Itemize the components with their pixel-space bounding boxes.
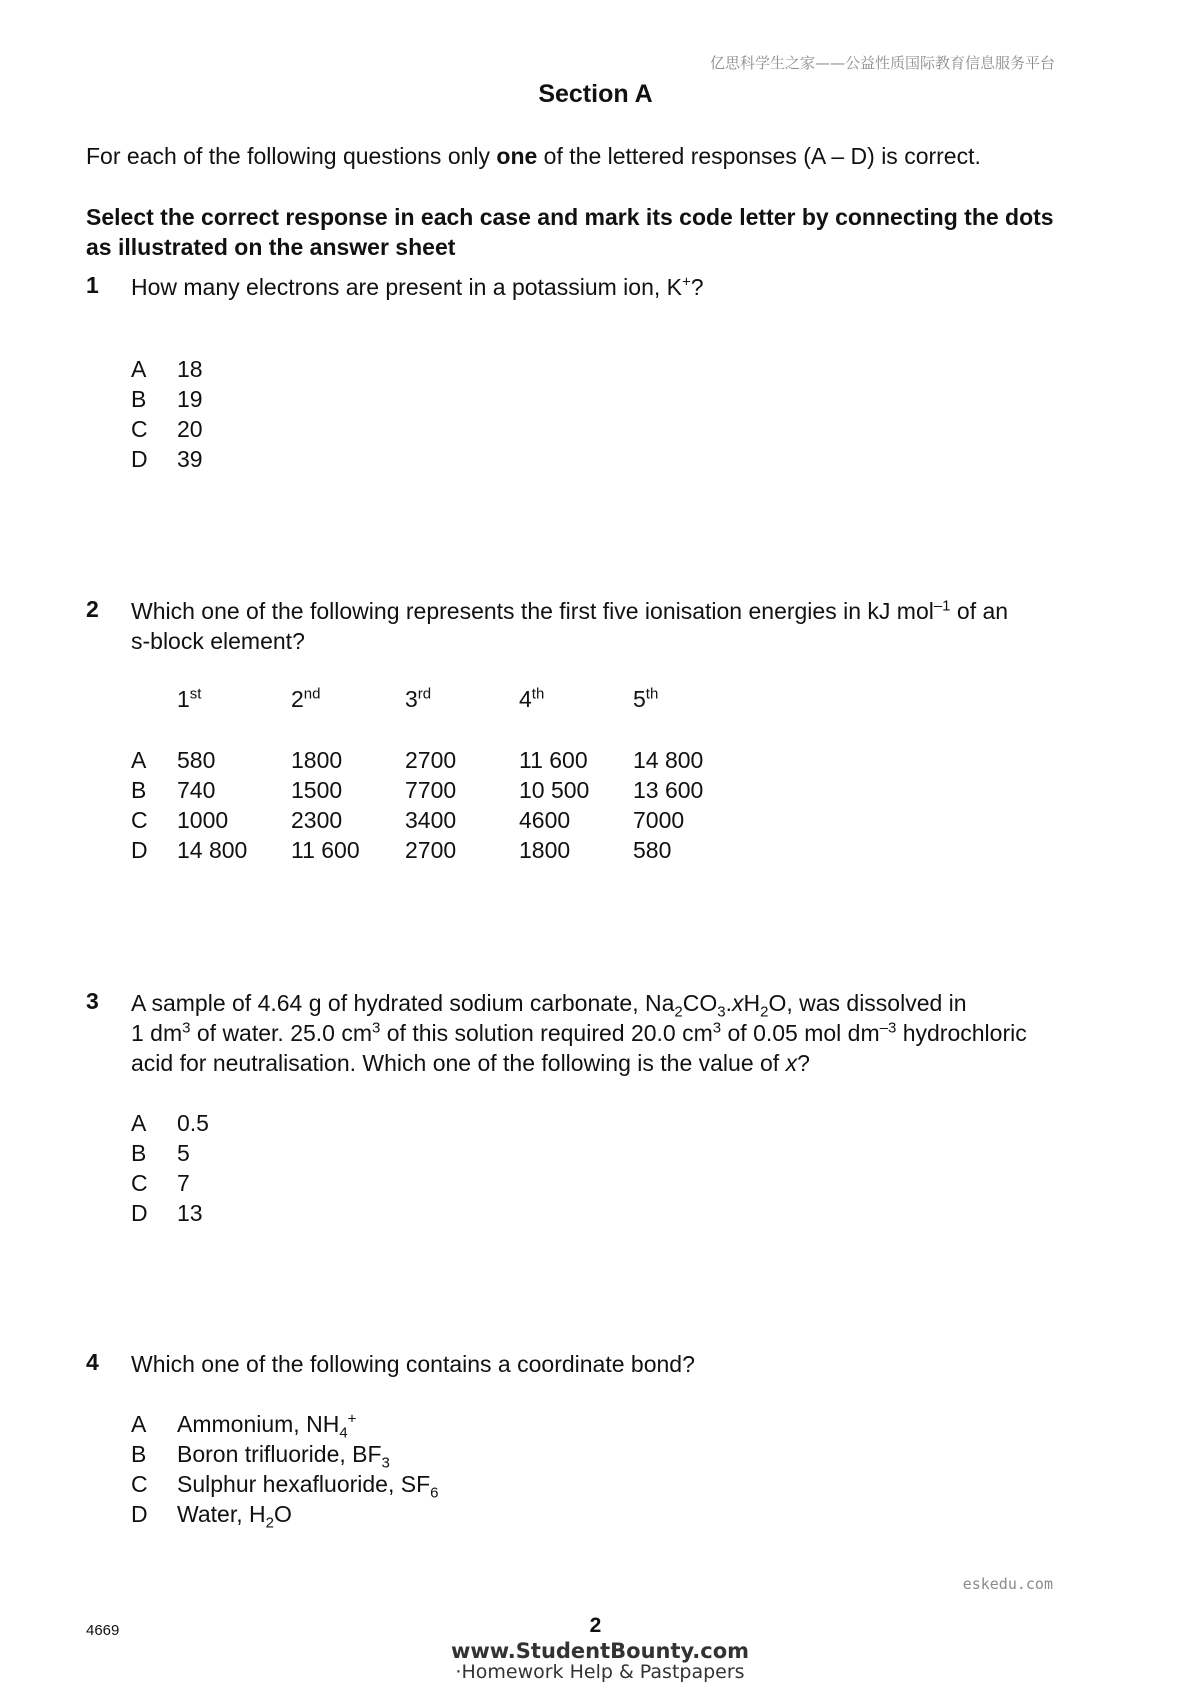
option-row: D 39 xyxy=(131,446,203,472)
option-row: B Boron trifluoride, $BF_3$ xyxy=(131,1441,390,1472)
ionisation-energy-table xyxy=(131,745,747,865)
option-row: B 19 xyxy=(131,386,203,412)
question-1-text: How many electrons are present in a potassium ion, K+? xyxy=(131,273,704,300)
instruction-text: Select the correct response in each case and mark its code letter by connecting the dots as illustrated on the answer sheet xyxy=(86,204,1054,260)
header-3rd: 3rd xyxy=(405,685,432,712)
table-row: C 1000 2300 3400 4600 7000 xyxy=(131,807,685,833)
option-row: A Ammonium, $NH_4^+$ xyxy=(131,1410,357,1442)
table-row: A 580 1800 2700 11 600 14 800 xyxy=(131,747,704,773)
question-4-options xyxy=(131,1409,439,1532)
question-2-text: Which one of the following represents the first five ionisation energies in kJ mol$^{-1}$ of an s-block element? xyxy=(131,597,1009,654)
header-watermark: 亿思科学生之家——公益性质国际教育信息服务平台 xyxy=(709,54,1055,72)
option-row: C 20 xyxy=(131,416,203,442)
question-4-number: 4 xyxy=(86,1349,99,1375)
ionisation-energy-headers xyxy=(177,686,747,713)
header-1st: 1st xyxy=(177,685,202,712)
question-4-text: Which one of the following contains a coordinate bond? xyxy=(131,1351,695,1377)
option-row: D 13 xyxy=(131,1200,203,1226)
header-4th: 4th xyxy=(519,685,545,712)
studentbounty-logo: www.StudentBounty.com ·Homework Help & Pastpapers xyxy=(450,1639,750,1683)
intro-text: For each of the following questions only one of the lettered responses (A – D) is correct. xyxy=(86,143,981,169)
option-row: A 18 xyxy=(131,356,203,382)
question-3-text: A sample of 4.64 g of hydrated sodium carbonate, $Na_2CO_3.xH_2O$, was dissolved in 1 $dm^3$ of water. 25.0 $cm^3$ of this solution required 20.0 $cm^3$ of 0.05 mol $dm^{-3}$ hydrochloric acid for neutralisation. Which one of the following is the value of x? xyxy=(131,990,1027,1076)
paper-code: 4669 xyxy=(86,1622,120,1639)
question-2-number: 2 xyxy=(86,596,99,622)
section-title: Section A xyxy=(538,80,653,108)
header-2nd: 2nd xyxy=(291,685,321,712)
question-1-number: 1 xyxy=(86,272,99,298)
table-row: B 740 1500 7700 10 500 13 600 xyxy=(131,777,704,803)
table-row: D 14 800 11 600 2700 1800 580 xyxy=(131,837,672,863)
option-row: A 0.5 xyxy=(131,1110,209,1136)
question-3-number: 3 xyxy=(86,988,99,1014)
option-row: B 5 xyxy=(131,1140,190,1166)
header-5th: 5th xyxy=(633,685,659,712)
question-1-options xyxy=(131,354,203,474)
footer-site-watermark: eskedu.com xyxy=(962,1575,1053,1593)
option-row: C Sulphur hexafluoride, $SF_6$ xyxy=(131,1471,439,1502)
page-number: 2 xyxy=(589,1614,602,1637)
option-row: C 7 xyxy=(131,1170,190,1196)
question-3-options xyxy=(131,1108,209,1228)
option-row: D Water, $H_2O$ xyxy=(131,1501,292,1532)
